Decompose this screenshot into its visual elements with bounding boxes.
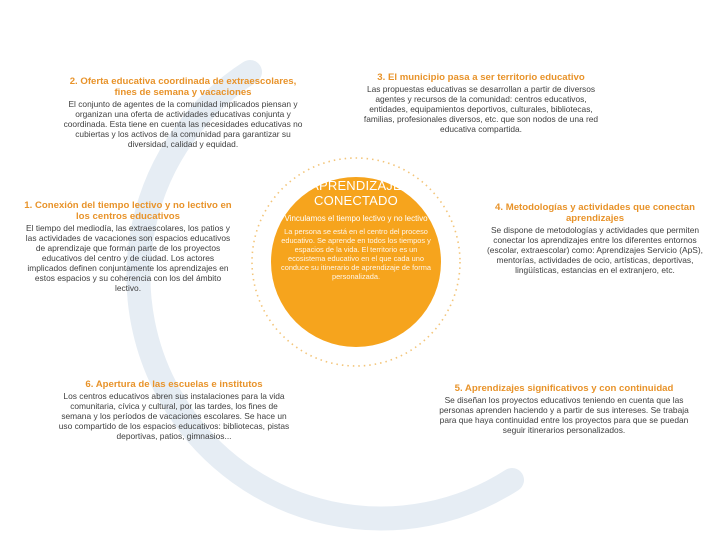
block-5 <box>438 383 690 435</box>
block-3-title: 3. El municipio pasa a ser territorio educativo <box>377 72 585 83</box>
block-2-title: 2. Oferta educativa coordinada de extraescolares, fines de semana y vacaciones <box>69 76 297 98</box>
block-1-body: El tiempo del mediodía, las extraescolares, los patios y las actividades de vacaciones son espacios educativos de aprendizaje que forman parte de los proyectos educativos del centro y de ciudad. Los actores implicados definen conjuntamente los aprendizajes en estos espacios y su coherencia con los del ámbito lectivo. <box>25 223 231 293</box>
block-2-body: El conjunto de agentes de la comunidad implicados piensan y organizan una oferta de actividades educativas conjunta y coordinada. Esta tiene en cuenta las necesidades educativas no cubiertas y los activos de la comunidad para garantizar su diversidad, calidad y equidad. <box>63 99 303 149</box>
block-3 <box>356 72 606 134</box>
block-6-body: Los centros educativos abren sus instalaciones para la vida comunitaria, cívica y cultural, por las tardes, los fines de semana y los períodos de vacaciones escolares. Se hace un uso compartido de los espacios educativos: bibliotecas, pistas deportivas, patios, gimnasios... <box>58 391 290 441</box>
block-4-body: Se dispone de metodologías y actividades que permiten conectar los aprendizajes entre los diferentes entornos (escolar, extraescolar) como: Aprendizajes Servicio (ApS), mentorías, actividades de ocio, artísticas, deportivas, lingüísticas, estancias en el extranjero, etc. <box>487 225 703 275</box>
block-1-title: 1. Conexión del tiempo lectivo y no lectivo en los centros educativos <box>24 200 232 222</box>
center-body: La persona se está en el centro del proceso educativo. Se aprende en todos los tiempos y espacios de la vida. El territorio es un ecosistema educativo en el que cada uno conduce su itinerario de aprendizaje de forma personalizada. <box>281 226 431 281</box>
block-3-body: Las propuestas educativas se desarrollan a partir de diversos agentes y recursos de la comunidad: centros educativos, entidades, equipamientos deportivos, culturales, bibliotecas, familias, profesionales diversos, etc. que son nodos de una red educativa compartida. <box>363 84 599 134</box>
block-6-title: 6. Apertura de las escuelas e institutos <box>85 379 263 390</box>
block-5-body: Se diseñan los proyectos educativos teniendo en cuenta que las personas aprenden haciendo y a partir de sus intereses. Se trabaja para que haya continuidad entre los proyectos para que se puedan seguir itinerarios personalizados. <box>439 395 689 435</box>
center-subtitle: Vinculamos el tiempo lectivo y no lectivo <box>284 214 428 223</box>
block-5-title: 5. Aprendizajes significativos y con continuidad <box>454 383 674 394</box>
block-6 <box>56 379 292 441</box>
center-title-line1: APRENDIZAJE <box>310 178 402 193</box>
center-title-line2: CONECTADO <box>314 193 398 208</box>
center-concept <box>276 178 436 350</box>
block-2 <box>58 76 308 149</box>
block-4-title: 4. Metodologías y actividades que conectan aprendizajes <box>495 202 695 224</box>
block-4 <box>482 202 708 275</box>
block-1 <box>22 200 234 293</box>
